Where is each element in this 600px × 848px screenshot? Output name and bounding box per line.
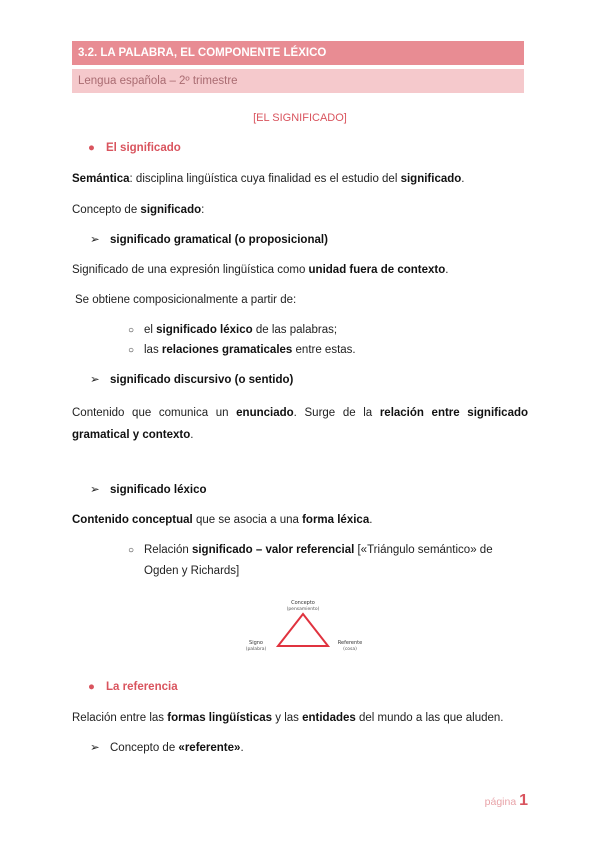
arrow-bullet-icon: ➢ [90, 234, 100, 246]
diagram-label-concepto-sub: (pensamiento) [286, 607, 320, 612]
bullet-icon: ● [88, 681, 95, 693]
referencia-definition: Relación entre las formas lingüísticas y las entidades del mundo a las que aluden. [72, 712, 504, 724]
gramatical-definition: Significado de una expresión lingüística como unidad fuera de contexto. [72, 264, 449, 276]
arrow-bullet-icon: ➢ [90, 374, 100, 386]
circle-bullet-icon: ○ [128, 545, 135, 556]
section-tag: [EL SIGNIFICADO] [253, 112, 347, 124]
diagram-label-signo: Signo [249, 640, 263, 646]
document-title-band [72, 41, 524, 65]
semantica-definition: Semántica: disciplina lingüística cuya finalidad es el estudio del significado. [72, 173, 465, 185]
document-title: 3.2. LA PALABRA, EL COMPONENTE LÉXICO [78, 47, 327, 59]
sub-item-lexico: ○ el significado léxico de las palabras; [128, 322, 584, 339]
lexico-definition: Contenido conceptual que se asocia a una forma léxica. [72, 514, 373, 526]
sub-item-relacion: ○ Relación significado – valor referencial [«Triángulo semántico» de [128, 542, 528, 559]
composicional-line: Se obtiene composicionalmente a partir de: [75, 294, 297, 306]
page-footer [485, 792, 528, 810]
subheading-lexico: ➢ significado léxico [90, 484, 207, 496]
subheading-gramatical: ➢ significado gramatical (o proposicional) [90, 234, 328, 246]
arrow-bullet-icon: ➢ [90, 484, 100, 496]
sub-item-relacion-cont: Ogden y Richards] [144, 565, 240, 577]
circle-bullet-icon: ○ [128, 345, 135, 356]
concepto-significado: Concepto de significado: [72, 204, 205, 216]
bullet-icon: ● [88, 142, 95, 154]
page-label: página [484, 796, 517, 808]
heading-referencia: ● La referencia [88, 681, 178, 693]
subheading-discursivo: ➢ significado discursivo (o sentido) [90, 374, 294, 386]
sub-item-relaciones: ○ las relaciones gramaticales entre estas. [128, 342, 584, 359]
diagram-label-concepto: Concepto [291, 600, 315, 606]
semantic-triangle-diagram [238, 598, 368, 658]
concepto-referente: ➢ Concepto de «referente». [90, 742, 244, 754]
arrow-bullet-icon: ➢ [90, 742, 100, 754]
diagram-label-referente: Referente [337, 640, 363, 646]
page-number: 1 [519, 792, 528, 809]
document-subtitle: Lengua española – 2º trimestre [78, 75, 238, 87]
circle-bullet-icon: ○ [128, 325, 135, 336]
diagram-label-signo-sub: (palabra) [245, 647, 267, 652]
document-subtitle-band [72, 69, 524, 93]
diagram-label-referente-sub: (cosa) [343, 647, 357, 652]
heading-significado: ● El significado [88, 142, 181, 154]
discursivo-definition: Contenido que comunica un enunciado. Surge de la relación entre significado gramatical y contexto. [72, 407, 529, 441]
triangle-shape [278, 614, 328, 646]
